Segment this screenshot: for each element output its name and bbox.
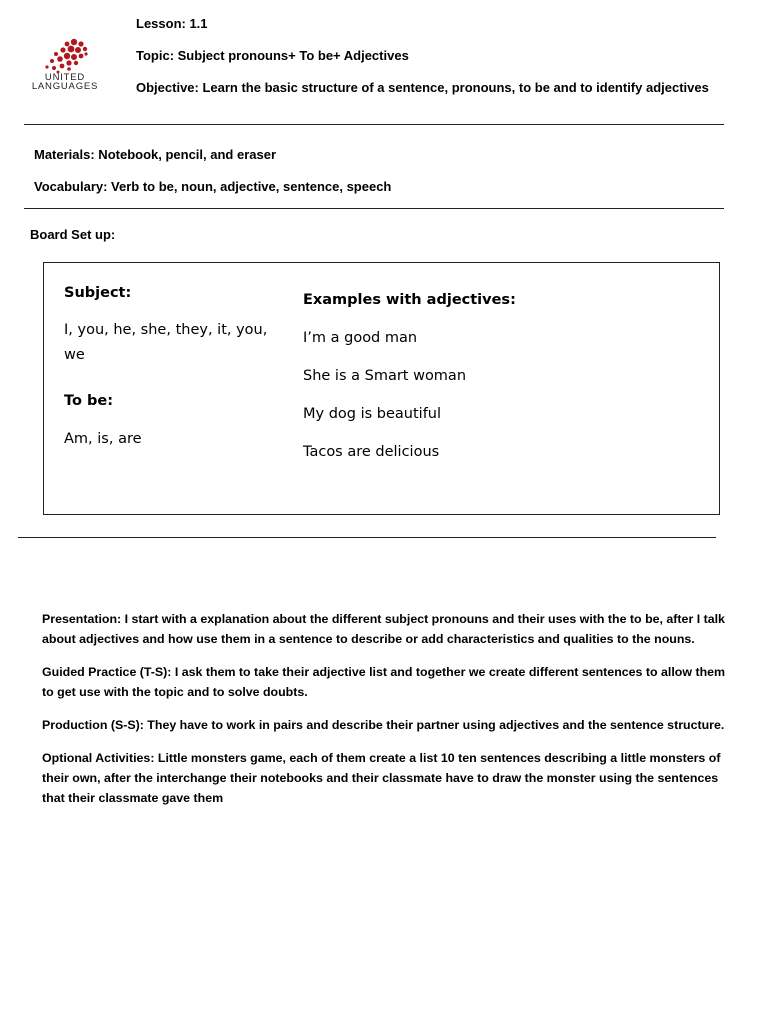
optional-activities-line3: that their classmate gave them [42,791,224,805]
optional-activities-paragraph [42,748,732,808]
guided-practice-line2: to get use with the topic and to solve doubts. [42,685,308,699]
divider-top [24,124,724,125]
example-sentence: Tacos are delicious [303,444,440,460]
presentation-line1: Presentation: I start with a explanation about the different subject pronouns and their uses with the to be, after I talk [42,612,725,626]
lesson-objective: Objective: Learn the basic structure of a sentence, pronouns, to be and to identify adjectives [136,80,709,95]
examples-heading: Examples with adjectives: [303,292,516,308]
logo-text-languages: LANGUAGES [31,81,99,92]
logo-dots-graphic [34,38,96,74]
subject-pronouns-line1: I, you, he, she, they, it, you, [64,322,268,338]
example-sentence: She is a Smart woman [303,368,467,384]
lesson-number: Lesson: 1.1 [136,16,208,31]
logo-text-united: UNITED [44,72,86,83]
vocabulary-line: Vocabulary: Verb to be, noun, adjective, sentence, speech [34,179,392,194]
example-sentence: My dog is beautiful [303,406,442,422]
lesson-topic: Topic: Subject pronouns+ To be+ Adjectives [136,48,409,63]
logo-wordmark [18,73,112,91]
presentation-line2: about adjectives and how use them in a sentence to describe or add characteristics and qualities to the nouns. [42,632,695,646]
divider-bottom [18,537,716,538]
subject-heading: Subject: [64,285,132,301]
tobe-heading: To be: [64,393,113,409]
guided-practice-line1: Guided Practice (T-S): I ask them to take their adjective list and together we create different sentences to allow them [42,665,726,679]
optional-activities-line2: their own, after the interchange their notebooks and their classmate have to draw the monster using the sentences [42,771,719,785]
divider-middle [24,208,724,209]
optional-activities-line1: Optional Activities: Little monsters game, each of them create a list 10 ten sentences describing a little monsters of [42,751,721,765]
tobe-values: Am, is, are [64,431,142,447]
production-paragraph: Production (S-S): They have to work in pairs and describe their partner using adjectives and the sentence structure. [42,718,725,732]
presentation-paragraph [42,609,732,649]
board-setup-box [43,262,720,515]
guided-practice-paragraph [42,662,732,702]
board-setup-label: Board Set up: [30,227,116,242]
subject-pronouns-line2: we [64,347,85,363]
materials-line: Materials: Notebook, pencil, and eraser [34,147,277,162]
example-sentence: I’m a good man [303,330,418,346]
